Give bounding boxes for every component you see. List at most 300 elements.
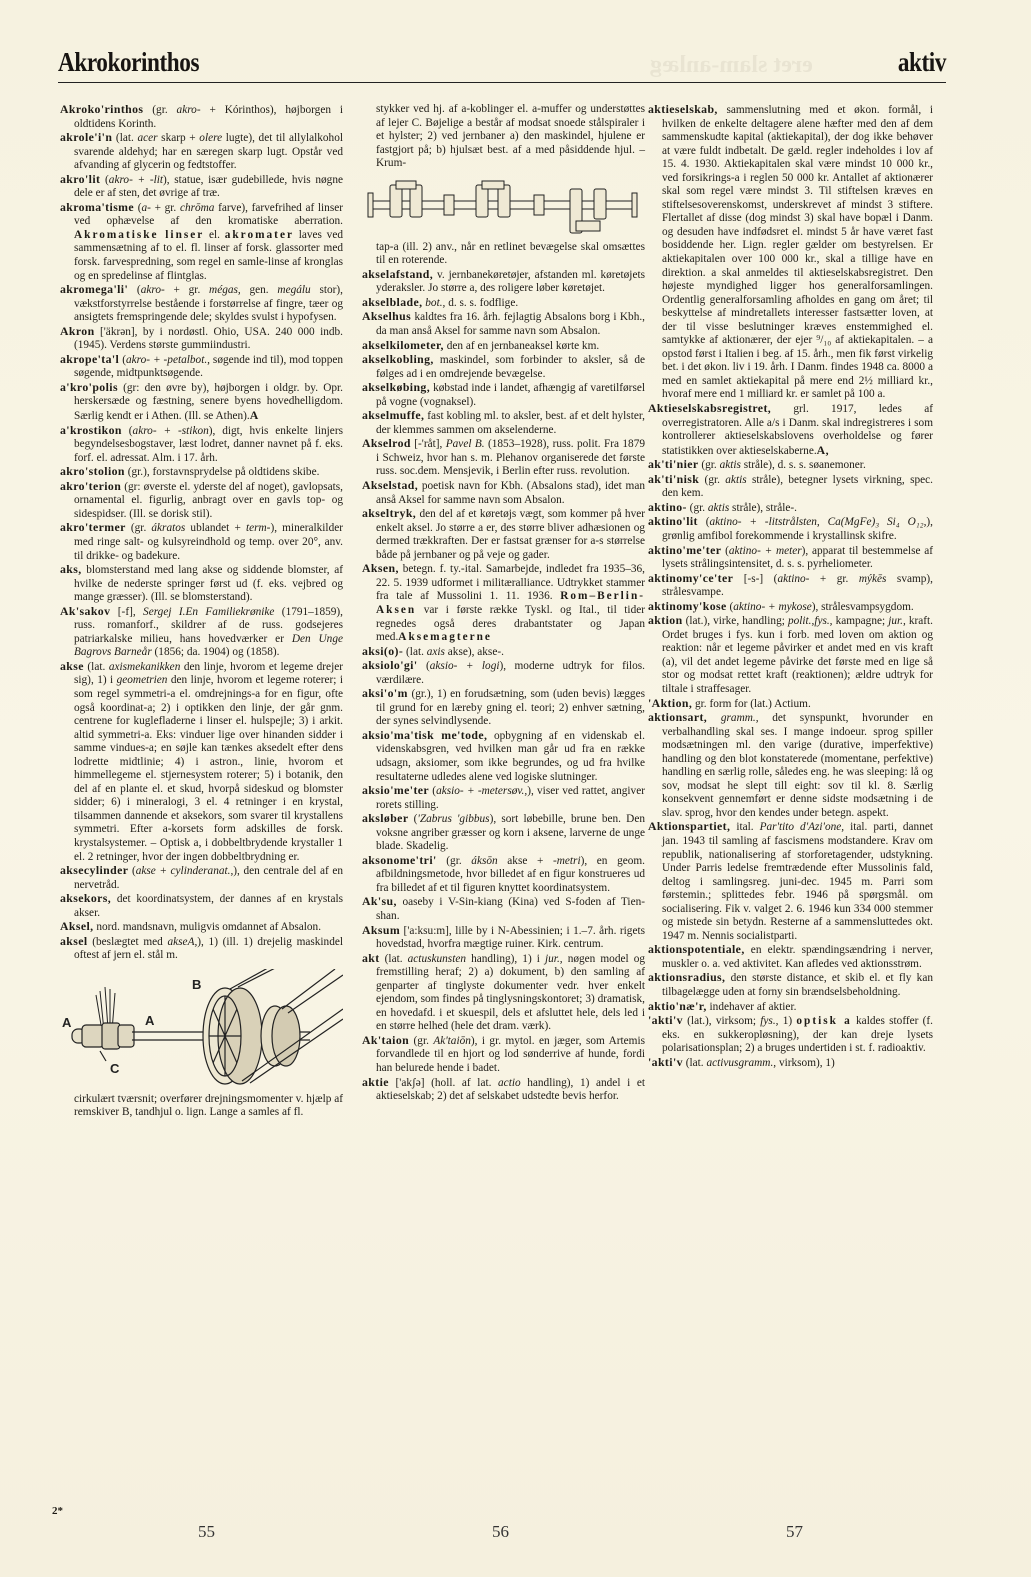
entry-text: ), en geom. afbildningsmetode, hvor billedet af en figur konstrueres ud fra billedet af et til figuren knyttet koordinatsystem. <box>376 854 645 894</box>
dictionary-entry <box>362 479 645 507</box>
dictionary-entry <box>60 892 343 920</box>
dictionary-entry <box>648 820 933 943</box>
headword: aksiolo'gi' <box>362 658 418 673</box>
dictionary-entry <box>60 201 343 283</box>
entry-text: aksio- + logi <box>429 660 500 673</box>
entry-text: indehaver af aktier. <box>706 1000 797 1013</box>
headword: aktino'lit <box>648 514 698 529</box>
entry-text: olere <box>199 132 223 145</box>
entry-text: fys., <box>760 1015 779 1028</box>
entry-text: term- <box>245 522 271 535</box>
headword: aksio'me'ter <box>362 783 430 798</box>
page-number-55: 55 <box>198 1522 215 1541</box>
dictionary-entry <box>60 353 343 381</box>
entry-text: (gr. <box>409 1034 434 1047</box>
label-b: B <box>192 976 202 992</box>
entry-text: mýkēs <box>858 572 887 585</box>
signature-mark: 2* <box>52 1505 63 1517</box>
dictionary-entry <box>60 605 343 660</box>
headword: 'Aktion, <box>648 695 693 710</box>
entry-text: den centrale del af en nervetråd. <box>74 865 343 891</box>
headword: aktinomy'ce'ter <box>648 570 734 585</box>
headword: akselblade, <box>362 294 423 309</box>
entry-text: den del af et køretøjs vægt, som kommer på hver enkelt aksel. Jo større a er, des større bliver adhæsionen og dermed trækkraften. Der er fastsat grænser for a-s størrelse både på jernbaner og på veje og gader. <box>376 508 645 561</box>
entry-text: den af en jernbaneaksel kørte km. <box>443 339 600 352</box>
headword: aktionspotentiale, <box>648 942 745 957</box>
headword: a'kro'polis <box>60 379 118 394</box>
entry-text: (lat. <box>403 645 427 658</box>
dictionary-entry <box>60 563 343 605</box>
entry-text: [-'råt], <box>410 438 446 451</box>
headword: Akselrod <box>362 436 411 451</box>
entry-text: (lat. <box>682 1056 707 1069</box>
entry-text: mod toppen søgende, midtpunktsøgende. <box>74 353 344 380</box>
entry-text: stråle), betegner lysets virkning, spec. den kem. <box>662 473 933 500</box>
headword: akselafstand, <box>362 266 434 281</box>
entry-text: actio <box>498 1076 521 1089</box>
headword: akro'lit <box>60 171 101 186</box>
entry-text: megálu <box>277 284 311 297</box>
running-header <box>58 40 946 83</box>
entry-text: d. s. s. fodflige. <box>445 296 519 309</box>
headword: akro'terion <box>60 478 122 493</box>
entry-text: activus <box>706 1056 739 1069</box>
dictionary-entry <box>60 103 343 131</box>
headword: ak'ti'nier <box>648 457 699 472</box>
headword: akseltryk, <box>362 506 417 521</box>
entry-text: Aksemagterne <box>398 631 492 644</box>
entry-text: købstad inde i landet, afhængig af varetilførsel på vogne (vognaksel). <box>376 382 645 408</box>
entry-text: aktis <box>725 473 747 486</box>
headword: aktionsradius, <box>648 970 726 985</box>
entry-text: Sergej I. <box>143 605 186 618</box>
dictionary-entry <box>648 1000 933 1015</box>
entry-text: + gr. <box>809 572 859 585</box>
entry-text: ), statue, især gudebillede, hvis nøgne dele er af sten, det øvrige af træ. <box>74 173 343 200</box>
entry-text: grønlig amfibol forekommende i krystallinsk skifre. <box>662 529 897 542</box>
entry-text: (gr. <box>686 501 708 514</box>
label-a-shaft: A <box>145 1012 155 1028</box>
headword: akselkøbing, <box>362 380 431 395</box>
entry-text: stor), vækstforstyrrelse bestående i forstørrelse af fingre, tæer og ansigtets fremspringende dele; skyldes svulst i hypofysen. <box>74 284 343 324</box>
entry-text: akse + <box>497 854 553 867</box>
axle-pulley-illustration-icon <box>60 969 343 1087</box>
entry-text: opbygning af en videnskab el. videnskabsgren, ved hvilken man går ud fra en række udsagn, aksiomer, som ikke begrundes, og ud fra hvilke resultaterne udledes alene ved logiske slutninger. <box>376 729 645 783</box>
dictionary-entry <box>60 660 343 864</box>
entry-text: ), moderne udtryk for filos. værdilære. <box>376 660 645 686</box>
entry-text: Pavel B. <box>445 438 485 451</box>
headword: aksio'ma'tisk me'tode, <box>362 727 488 742</box>
entry-text: Par'tito d'Azi'one, <box>759 821 845 834</box>
dictionary-entry <box>362 296 645 311</box>
dictionary-entry <box>362 812 645 854</box>
entry-text: poetisk navn for Kbh. (Absalons stad), idet man anså Aksel for samme navn som Absalon. <box>376 480 645 506</box>
entry-text: (gr. <box>143 104 177 116</box>
dictionary-entry <box>362 1076 645 1104</box>
entry-text: ( <box>128 284 141 297</box>
entry-text: (1853–1928), russ. polit. Fra 1879 i Schweiz, hvor han s. m. Plehanov organiserede det første russ. soc.dem. Mensjevik, i Berlin efter russ. revolution. <box>376 438 645 478</box>
entry-text: sammenslutning med et økon. formål, i hvilken de enkelte deltagere alene hæfter med den af dem sammenskudte kapital (aktiekapital), der dog ikke behøver at være fuldt indbetalt. De gæld. regler indeholdes i lov af 15. 4. 1930. Aktiekapitalen skal være mindst 10 000 kr., ved forsikrings-a i reglen 50 000 kr. Antallet af aktionærer skal som regel være mindst 3. Til stiftelsen kræves en stiftelsesoverenskomst, underskrevet af mindst 3 stiftere. Flertallet af disse (dog mindst 3) skal have bopæl i Danm. og desuden have indfødsret el. mindst 5 år have været fast bosiddende her. Lign. regler gælder om bestyrelsen. Er aktiekapitalen over 100 000 kr., skal a tillige have en direktion. a skal anmeldes til aktieselskabsregistret. Den højeste myndighed ligger hos generalforsamlingen. Ordentlig generalforsamling afholdes en gang om året; til beskyttelse af mindretallets interesser fastsætter loven, at der til visse beslutninger kræves enstemmighed el. samtykke af aktionærer, der ejer ⁹/₁₀ af aktiekapitalen. – a opstod først i Italien i beg. af 15. årh., men fik først virkelig bet. i det økon. liv i 19. årh. I Danm. findes 1948 ca. 8000 a med en samlet aktiekapital på mere end 2½ milliard kr., hvoraf mere end 1 milliard kr. er samlet på 100 a. <box>662 104 933 401</box>
entry-text: aksio- + -meter <box>436 785 508 798</box>
entry-text: (gr.), 1) en forudsætning, som (uden bevis) lægges til grund for en læreby gning el. teori; 2) enhver sætning, der synes selvindlysende. <box>376 688 645 728</box>
dictionary-entry <box>60 465 343 480</box>
headword: Aksen, <box>362 561 399 576</box>
headword: aktino- <box>648 499 687 514</box>
dictionary-entry <box>648 458 933 473</box>
entry-text: optisk a <box>796 1015 852 1028</box>
headword: akrope'ta'l <box>60 351 120 366</box>
entry-text: grl. 1917, ledes af overregistratoren. Alle a/s i Danm. skal indregistreres i <box>662 403 933 429</box>
dictionary-entry <box>60 480 343 522</box>
entry-text: (beslægtet med <box>87 935 168 948</box>
headword: akroma'tisme <box>60 199 135 214</box>
entry-text: (lat. <box>379 952 408 965</box>
entry-text: ( <box>721 544 729 557</box>
dictionary-entry <box>362 381 645 409</box>
entry-text: det synspunkt, hvorunder en verbalhandling skal ses. I mange indoeur. sprog spiller modsætningen ml. den varige (durative, imperfektive) handling og den blot konstaterede (momentane, perfektive) handling en særlig rolle, således eng. he was sleeping: lå og sov, modsat he slept till eight: sov til kl. 8. Særlig konsekvent gennemført er denne sidste modsætning i de slav. sprog, hvor den kendes under betegn. aspekt. <box>662 712 933 819</box>
aksel-continued-top: stykker ved hj. af a-koblinger el. a-muffer og understøttes af lejer C. Bøjelige a består af modsat snoede stålspiraler i et hylster; 2) ved jernbaner a) den maskindel, hjulene er fastgjort på; b) hjulsæt best. af a med påsiddende hjul. – Krum- <box>376 103 645 170</box>
headword: Aksum <box>362 922 401 937</box>
entry-text: aktis <box>707 501 730 514</box>
krumtap-continued: tap-a (ill. 2) anv., når en retlinet bevægelse skal omsættes til en roterende. <box>376 240 645 267</box>
dictionary-entry <box>648 1056 933 1071</box>
entry-text: jur., <box>888 615 906 628</box>
entry-text: i Athen. (Ill. se Athen). <box>145 410 250 423</box>
dictionary-entry <box>362 268 645 296</box>
entry-text: (lat. <box>112 132 138 145</box>
entry-text: blomsterstand med lang akse og siddende blomster, af hvilke de nederste springer først ud (f. eks. vejbred og mange græsser). (Ill. se blomsterstand). <box>74 564 343 604</box>
entry-text: fast kobling ml. to aksler, best. af et delt hylster, der klemmes sammen om akselenderne. <box>376 410 645 436</box>
entry-text: (gr. <box>436 854 472 867</box>
entry-text: stråle), d. s. s. søanemoner. <box>740 459 866 472</box>
entry-text: (gr. <box>698 459 720 472</box>
headword: Ak'sakov <box>60 603 111 618</box>
headword: akt <box>362 950 380 965</box>
entry-text: Rom–Berlin-Aksen <box>376 590 645 616</box>
entry-text: handling), 1) andel i et aktieselskab; 2) det af selskabet udstedte bevis herfor. <box>376 1076 645 1103</box>
illustration-krumtapaksel <box>362 175 645 237</box>
entry-text: kraft. Ordet bruges i fys. kun i forb. med loven om aktion og reaktion: når et legeme påvirker et andet med en vis kraft (a), vil det andet legeme påvirke det første med en lige så stor og modsat rettet kraft (reaktionen); <box>662 615 934 682</box>
entry-text: ), apparat til bestemmelse af lysets strålingsintensitet, d. s. s. pyrheliometer. <box>662 544 933 571</box>
entry-text: akro- + -lit <box>108 173 164 186</box>
entry-text: mégas, <box>209 284 241 297</box>
entry-text: en elektr. spændingsændring i nerver, muskler o. a. ved aktivitet. Kan afledes ved aktionsstrøm. <box>662 944 933 970</box>
entry-text: A <box>249 408 259 423</box>
column-1 <box>60 103 343 1120</box>
entry-text: ), strålesvampsygdom. <box>811 600 914 613</box>
entry-text: a) dokument, b) den samling af genparter af tinglyste dokumenter vedr. hver enkelt ejendom, som findes på tinglysningskontoret; 3) dramatisk, en hovedafd. i et skuespil, dels et afsluttet hele, dels led i en større helhed (hele det dram. værk). <box>376 966 645 1033</box>
entry-text: akromater <box>224 228 294 241</box>
page-number-57: 57 <box>786 1522 803 1541</box>
dictionary-entry <box>60 920 343 935</box>
dictionary-entry <box>362 1034 645 1076</box>
entry-text: + Kórinthos), højborgen i oldtidens Korinth. <box>74 104 343 130</box>
entry-text: a- <box>141 201 151 214</box>
headword: 'akti'v <box>648 1013 683 1028</box>
headword: aks, <box>60 562 82 577</box>
entry-text: akro- <box>176 104 201 116</box>
entry-text: Den Unge Bagrovs Barneår <box>74 632 343 659</box>
entry-text: gramm., <box>720 712 759 725</box>
entry-text: det koordinatsystem, der dannes af en krystals akser. <box>74 893 343 919</box>
bleed-through-text: eret slam-anlæg <box>650 52 813 78</box>
dictionary-entry <box>60 935 343 963</box>
headword: akselkilometer, <box>362 337 444 352</box>
dictionary-entry <box>648 697 933 712</box>
entry-text: kampagne; <box>832 615 889 628</box>
dictionary-entry <box>648 515 933 543</box>
headword: akromega'li' <box>60 282 129 297</box>
entry-text: acer <box>137 132 158 145</box>
entry-text: akro- + -stikon <box>132 424 209 437</box>
entry-text: søgende ind til), <box>209 353 290 366</box>
entry-text: (lat. <box>83 660 109 673</box>
headword: a'krostikon <box>60 422 122 437</box>
headword: Akroko'rinthos <box>60 102 144 116</box>
entry-text: [-s-] ( <box>733 572 778 585</box>
dictionary-entry <box>362 562 645 644</box>
dictionary-entry <box>362 895 645 923</box>
entry-text: mekanikken <box>127 660 181 673</box>
dictionary-entry <box>60 325 343 353</box>
entry-text: kunsten <box>431 952 467 965</box>
entry-text: var i første række Tyskl. og Ital., til tider regnedes også deres drabantstater og Japan med. <box>376 603 645 644</box>
entry-text: (gr. <box>125 522 152 535</box>
entry-text: aktino- + meter <box>728 544 802 557</box>
entry-text: jur., <box>545 952 563 965</box>
entry-text: aktino- + mykose <box>733 600 812 613</box>
guide-word-right: aktiv <box>897 47 946 77</box>
headword: aktie <box>362 1074 389 1089</box>
entry-text: laves ved sammensætning af to el. fl. linser af forsk. glassorter med forsk. farvespredning, som regel en samle-linse af kronglas og en spredelinse af flintglas. <box>74 228 343 282</box>
entry-text: (lat.), virksom; <box>682 1015 761 1028</box>
aksel-continued: cirkulært tværsnit; overfører drejningsmomenter v. hjælp af remskiver B, tandhjul o. lign. Lange a samles af fl. <box>74 1092 343 1119</box>
entry-text: aktino- + -lit <box>709 516 778 529</box>
entry-text: gr. form for (lat.) Actium. <box>692 697 811 710</box>
column-3 <box>648 103 933 1070</box>
headword: aktinomy'kose <box>648 598 727 613</box>
dictionary-entry <box>648 402 933 458</box>
headword: aktino'me'ter <box>648 542 722 557</box>
entry-text: ældre udtryk for tiltale i straffesager. <box>662 669 933 695</box>
headword: akse <box>60 658 84 673</box>
headword: akselmuffe, <box>362 408 425 423</box>
headword: Akron <box>60 323 95 338</box>
entry-list <box>362 268 645 1104</box>
entry-text: + gr. <box>164 284 210 297</box>
dictionary-entry <box>362 659 645 687</box>
column-2 <box>362 103 645 1104</box>
entry-text: Akromatiske linser <box>74 228 205 241</box>
headword: aksi(o)- <box>362 643 404 658</box>
headword: aktio'næ'r, <box>648 998 707 1013</box>
entry-text: ( <box>726 600 734 613</box>
entry-text: handling), 1) i <box>466 952 546 965</box>
entry-text: + gr. <box>150 201 180 214</box>
entry-text: skarp + <box>157 132 200 145</box>
entry-text: Ak'taiōn <box>433 1034 471 1047</box>
entry-text: (1791–1859), russ. romanforf., skildrer af de russ. godsejeres patriarkalske milieu, hans hovedværker er <box>74 605 343 645</box>
entry-text: akse + cylinder <box>135 865 208 878</box>
entry-text: farve), farvefrihed af linser ved ophævelse af den kromatiske aberration. <box>74 201 343 228</box>
entry-text: gramm., <box>738 1056 777 1069</box>
page-number-56: 56 <box>492 1522 509 1541</box>
entry-text: ( <box>697 516 710 529</box>
headword: Ak'su, <box>362 894 397 909</box>
entry-text: el. <box>204 228 225 241</box>
headword: Aksel, <box>60 919 94 934</box>
entry-text: fys., <box>814 615 833 628</box>
dictionary-entry <box>60 381 343 424</box>
dictionary-entry <box>648 473 933 501</box>
entry-text: lugte), det til allylalkohol svarende aldehyd; har en særegen skarp lugt. Opstår ved afvanding af glycerin og fedtstoffer. <box>74 132 343 172</box>
dictionary-entry <box>648 572 933 600</box>
entry-text: den største distance, et skib el. et fly kan tilbagelægge uden at forny sin brændselsbeholdning. <box>662 972 933 998</box>
entry-text: polit., <box>787 615 815 628</box>
entry-text: (gr. <box>699 473 726 486</box>
entry-text: [-f], <box>110 605 144 618</box>
entry-text: den linje, hvorom et legeme roterer; i <box>167 674 343 687</box>
entry-text: som regel symmetri-a el. omdrejnings-a for en figur, ofte også koordinat-a; 2) i optikken den linje, der går gnm. centrene for kuglefladerne i linser el. hulspejle; 3) i arkit. altid symmetri-a. Eks: vinduer lige over hinanden sidder i samme vindues-a; en søjle kan tænkes aksedelt efter dens lodrette midtlinie; 4) i astron., linie, hvorom et himmellegeme el. stjernesystem roterer; 5) i botanik, den del af en plante el. et skud, hvorpå sideskud og blomster sidder; 6) i mineralogi, 3 el. 4 retninger i en krystal, tilsammen dannende et aksekors, som svarer til krystallens symmetri. Efter a-korsets form adskilles de forsk. krystalsystemer. – Optisk a, i dobbeltbrydende krystaller 1 el. 2 retninger, hvor der ingen dobbeltbrydning er. <box>74 687 343 863</box>
entry-text: ), sort løbebille, brune ben. Den voksne angriber græsser og korn i aksene, larverne de unge blade. Skadelig. <box>376 813 645 853</box>
illustration-aksel <box>60 969 343 1087</box>
entry-text: A, <box>187 935 198 948</box>
entry-text: En Familiekrønike <box>185 605 275 618</box>
entry-text: oftest af jern el. stål m. <box>74 949 178 962</box>
headword: akrole'i'n <box>60 130 113 145</box>
dictionary-entry <box>362 409 645 437</box>
crankshaft-illustration-icon <box>362 175 645 237</box>
headword: aksi'o'm <box>362 686 408 701</box>
dictionary-entry <box>648 544 933 572</box>
dictionary-entry <box>362 687 645 729</box>
entry-text: (1856; da. 1904) og <box>151 646 247 659</box>
dictionary-entry <box>648 943 933 971</box>
dictionary-entry <box>362 729 645 784</box>
entry-text: ( <box>429 785 437 798</box>
entry-text: bot., <box>189 353 210 366</box>
entry-text: (gr: den øvre by), højborgen i oldgr. by. Opr. herskersæde og fæstning, senere byens hovedhelligdom. Særlig kendt er <box>74 381 343 423</box>
entry-text: ital. parti, dannet jan. 1943 til samling af fascismens modstandere. Krav om republik, nationalisering af storforetagender, udstykning. Under Parris ledelse fremtrædende efter Mussolinis fald, deltog i samlingsreg. juni-dec. 1945 m. Parri som førstemin.; splittedes febr. 1946 på spørgsmål. om socialisering. Fik v. valget 2. 6. 1946 kun 334 000 stemmer og mistede sin betydn. Resterne af a sammensluttedes okt. 1947 m. Nennis socialistparti. <box>662 821 933 942</box>
entry-list <box>60 103 343 963</box>
entry-text: axis <box>426 645 445 658</box>
entry-text: akro- <box>140 284 165 297</box>
entry-text: geometrien <box>116 674 168 687</box>
entry-text: ), 1) (ill. 1) drejelig maskindel <box>197 935 344 948</box>
entry-text: viser ved rattet, angiver rorets stilling. <box>376 785 645 811</box>
dictionary-entry <box>362 952 645 1034</box>
entry-text: stammer fra tale af Mussolini 1. 11. 1936. <box>376 576 645 603</box>
dictionary-entry <box>60 173 343 201</box>
dictionary-entry <box>362 353 645 381</box>
headword: Akselstad, <box>362 478 419 493</box>
entry-text: anat., <box>207 865 234 878</box>
headword: akro'termer <box>60 520 126 535</box>
entry-text: virksom), 1) <box>776 1056 835 1069</box>
dictionary-entry <box>362 507 645 562</box>
entry-text: ital. <box>730 821 760 834</box>
entry-text <box>707 712 721 724</box>
dictionary-entry <box>648 1014 933 1056</box>
headword: aksløber <box>362 811 409 826</box>
dictionary-entry <box>362 924 645 952</box>
entry-text: som kontrollerer aktieselskabslovens overholdelse og fører statistikken over aktieselskaberne. <box>662 416 933 457</box>
entry-text: ( <box>100 173 109 186</box>
entry-text: (gr.), forstavnsprydelse på oldtidens skibe. <box>124 466 320 479</box>
dictionary-entry <box>648 971 933 999</box>
entry-text: kaldtes fra 16. årh. fejlagtig Absalons borg i Kbh., da man anså Aksel for samme navn som Absalon. <box>376 311 645 338</box>
headword: aksecylinder <box>60 863 129 878</box>
entry-text: -metri <box>552 854 581 867</box>
headword: aktieselskab, <box>648 102 718 116</box>
dictionary-entry <box>362 437 645 479</box>
headword: aksel <box>60 933 88 948</box>
dictionary-entry <box>648 600 933 615</box>
headword: aksekors, <box>60 891 112 906</box>
dictionary-entry <box>362 784 645 812</box>
entry-text: ( <box>417 660 430 673</box>
headword: ak'ti'nisk <box>648 471 700 486</box>
entry-text: ( <box>128 865 136 878</box>
dictionary-entry <box>60 131 343 173</box>
entry-text: aktino- <box>777 572 810 585</box>
guide-word-left: Akrokorinthos <box>58 47 200 77</box>
entry-text: svamp), strålesvampe. <box>662 572 934 599</box>
headword: Ak'taion <box>362 1032 410 1047</box>
dictionary-entry <box>648 103 933 402</box>
dictionary-entry <box>648 711 933 820</box>
entry-text: axis <box>108 660 128 673</box>
entry-text: 1) <box>778 1015 797 1028</box>
entry-text: 'Zabrus 'gibbus <box>417 813 490 826</box>
dictionary-entry <box>362 645 645 660</box>
entry-text: akse <box>167 935 188 948</box>
headword: Aktieselskabsregistret, <box>648 401 772 416</box>
dictionary-entry <box>60 424 343 466</box>
label-c: C <box>110 1060 120 1076</box>
dictionary-entry <box>60 864 343 892</box>
dictionary-entry <box>362 339 645 354</box>
dictionary-entry <box>60 521 343 563</box>
entry-text: gen. <box>240 284 278 297</box>
entry-text: ákratos <box>151 522 186 535</box>
entry-text: ), mineralkilder med ringe salt- og kulsyreindhold og temp. over 20°, anv. til drikke- og badekure. <box>74 522 344 562</box>
headword: aksonome'tri' <box>362 852 437 867</box>
headword: Aktionspartiet, <box>648 819 731 834</box>
dictionary-entry <box>60 283 343 325</box>
entry-text: akro- + -petal <box>125 353 190 366</box>
entry-list <box>648 103 933 1070</box>
entry-text: oaseby i V-Sin-kiang (Kina) ved S-foden af Tien-shan. <box>376 896 645 922</box>
entry-text: (gr: øverste el. yderste del af noget), gavlopsats, ornamental el. figurlig, anbragt over en gavls top- og sidespidser. (Ill. se dorisk stil). <box>74 480 343 520</box>
entry-text: bot., <box>425 296 446 309</box>
entry-text: ), digt, hvis enkelte linjers begyndelsesbogstaver, læst lodret, danner navnet på f. eks. forf. el. adressat. Alm. i 17. årh. <box>74 424 343 464</box>
entry-text: den linje, hvorom et legeme drejer sig), 1) i <box>74 660 343 687</box>
entry-text: (1858). <box>246 646 280 659</box>
entry-text: stråle), stråle-. <box>729 501 797 514</box>
entry-text: nøgen model og fremstilling heraf; 2) <box>376 952 645 979</box>
headword: Akselhus <box>362 309 412 324</box>
entry-text: ( <box>408 813 418 826</box>
entry-text: (lat.), virke, handling; <box>682 615 788 628</box>
headword: akselkobling, <box>362 352 434 367</box>
entry-text: kaldes stoffer (f. eks. en sukkeropløsning), der kan dreje lysets polarisationsplan; 2) a bruges undertiden i st. f. radioaktiv. <box>662 1015 934 1055</box>
entry-text: ['akʃə] (holl. af lat. <box>388 1076 499 1089</box>
entry-text: A, <box>816 442 829 457</box>
entry-text: nord. mandsnavn, muligvis omdannet af Absalon. <box>93 921 322 934</box>
label-a-left: A <box>62 1014 72 1030</box>
dictionary-entry <box>362 310 645 338</box>
